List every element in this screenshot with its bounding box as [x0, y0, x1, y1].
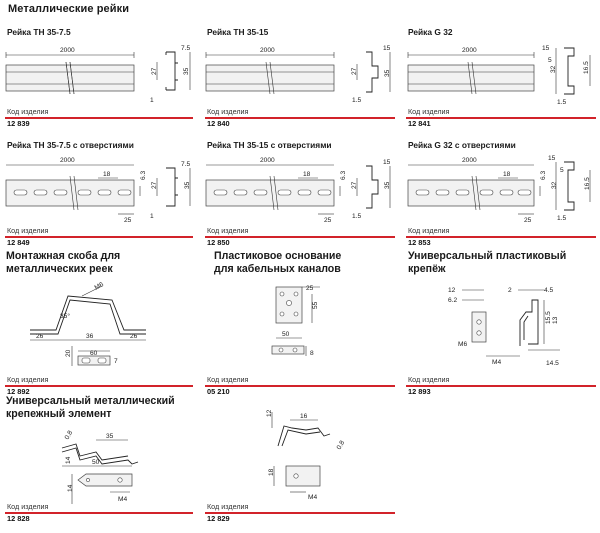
item-code: 12 829 [207, 514, 230, 523]
dim-label: 15 [383, 159, 391, 166]
dim-label: 35 [384, 69, 391, 77]
dim-label: 25 [306, 285, 314, 292]
code-label: Код изделия [207, 226, 249, 235]
dim-label: 60 [90, 350, 98, 357]
item-code: 12 840 [207, 119, 230, 128]
code-label: Код изделия [7, 107, 49, 116]
dim-label: 55 [312, 301, 319, 309]
code-label: Код изделия [7, 375, 49, 384]
dim-label: 50 [92, 459, 100, 466]
page-title: Металлические рейки [8, 3, 130, 15]
dim-label: 25 [324, 217, 332, 224]
dim-label: M4 [308, 494, 318, 501]
dim-label: 1.5 [352, 213, 362, 220]
dim-label: 25 [124, 217, 132, 224]
item-code: 12 893 [408, 387, 431, 396]
dim-label: 5 [548, 57, 552, 64]
dim-label: 6.3 [540, 170, 547, 180]
dim-label: 2 [508, 287, 512, 294]
item-code: 12 892 [7, 387, 30, 396]
dim-label: 2000 [462, 157, 477, 164]
dim-label: 32 [550, 65, 557, 73]
dim-label: 18 [503, 171, 511, 178]
dim-label: 1 [150, 213, 154, 220]
dim-label: 20 [65, 349, 72, 357]
dim-label: 6.2 [448, 297, 458, 304]
dim-label: 27 [151, 181, 158, 189]
dim-label: 1.5 [557, 99, 567, 106]
item-title: Рейка TH 35-7.5 [7, 27, 71, 37]
dim-label: 32 [551, 181, 558, 189]
item-code: 12 841 [408, 119, 431, 128]
item-title-line: крепежный элемент [6, 408, 112, 420]
dim-label: 15 [383, 45, 391, 52]
dim-label: 35 [183, 67, 190, 75]
item-title: Рейка G 32 с отверстиями [408, 140, 516, 150]
dim-label: 16 [300, 413, 308, 420]
dim-label: 15 [548, 155, 556, 162]
dim-label: 2000 [60, 157, 75, 164]
item-title-line: Универсальный пластиковый [408, 250, 567, 262]
item-code: 12 839 [7, 119, 30, 128]
dim-label: 27 [351, 67, 358, 75]
code-label: Код изделия [408, 375, 450, 384]
dim-label: 4.5 [544, 287, 554, 294]
dim-label: 1.5 [352, 97, 362, 104]
dim-label: 1.5 [557, 215, 567, 222]
item-title-line: Универсальный металлический [6, 395, 175, 407]
code-label: Код изделия [7, 226, 49, 235]
dim-label: 12 [266, 409, 273, 417]
item-code: 12 850 [207, 238, 230, 247]
item-code: 12 849 [7, 238, 30, 247]
dim-label: 18 [103, 171, 111, 178]
code-label: Код изделия [408, 226, 450, 235]
dim-label: 12 [448, 287, 456, 294]
item-title: Рейка G 32 [408, 27, 453, 37]
dim-label: 5 [560, 167, 564, 174]
dim-label: 7.5 [181, 161, 191, 168]
dim-label: 26 [130, 333, 138, 340]
dim-label: 7.5 [181, 45, 191, 52]
code-label: Код изделия [207, 375, 249, 384]
code-label: Код изделия [207, 502, 249, 511]
dim-label: 35 [384, 181, 391, 189]
item-code: 12 853 [408, 238, 431, 247]
dim-label: 6.3 [140, 170, 147, 180]
dim-label: 14 [65, 456, 72, 464]
dim-label: M6 [93, 281, 105, 292]
dim-label: 7 [114, 358, 118, 365]
dim-label: 35 [106, 433, 114, 440]
dim-label: 36 [86, 333, 94, 340]
dim-label: 25 [524, 217, 532, 224]
item-code: 12 828 [7, 514, 30, 523]
dim-label: 2000 [260, 157, 275, 164]
dim-label: 6.3 [340, 170, 347, 180]
dim-label: 14.5 [546, 360, 559, 367]
dim-label: 14 [67, 484, 74, 492]
dim-label: 0.8 [335, 439, 347, 451]
dim-label: 18 [268, 468, 275, 476]
item-title-line: для кабельных каналов [214, 263, 341, 275]
dim-label: 1 [150, 97, 154, 104]
dim-label: 18 [303, 171, 311, 178]
item-title-line: металлических реек [6, 263, 113, 275]
item-title: Рейка TH 35-15 с отверстиями [207, 140, 332, 150]
dim-label: 8 [310, 350, 314, 357]
code-label: Код изделия [408, 107, 450, 116]
dim-label: M4 [492, 359, 502, 366]
divider [406, 385, 596, 387]
dim-label: 35° [60, 313, 70, 320]
dim-label: M6 [458, 341, 468, 348]
dim-label: 15.5 [545, 311, 552, 324]
dim-label: 16.5 [583, 61, 590, 74]
item-title: Рейка TH 35-7.5 с отверстиями [7, 140, 134, 150]
item-title-line: Пластиковое основание [214, 250, 342, 262]
dim-label: 27 [151, 67, 158, 75]
dim-label: 50 [282, 331, 290, 338]
divider [205, 512, 395, 514]
item-code: 05 210 [207, 387, 230, 396]
dim-label: 2000 [260, 47, 275, 54]
dim-label: 35 [184, 181, 191, 189]
item-title-line: крепёж [408, 263, 446, 275]
dim-label: 15 [542, 45, 550, 52]
item-title: Рейка TH 35-15 [207, 27, 269, 37]
code-label: Код изделия [207, 107, 249, 116]
dim-label: M4 [118, 496, 128, 503]
dim-label: 27 [351, 181, 358, 189]
dim-label: 2000 [60, 47, 75, 54]
dim-label: 2000 [462, 47, 477, 54]
code-label: Код изделия [7, 502, 49, 511]
dim-label: 16.5 [584, 177, 591, 190]
item-title-line: Монтажная скоба для [6, 250, 121, 262]
dim-label: 0.8 [63, 429, 75, 441]
dim-label: 26 [36, 333, 44, 340]
dim-label: 13 [552, 316, 559, 324]
